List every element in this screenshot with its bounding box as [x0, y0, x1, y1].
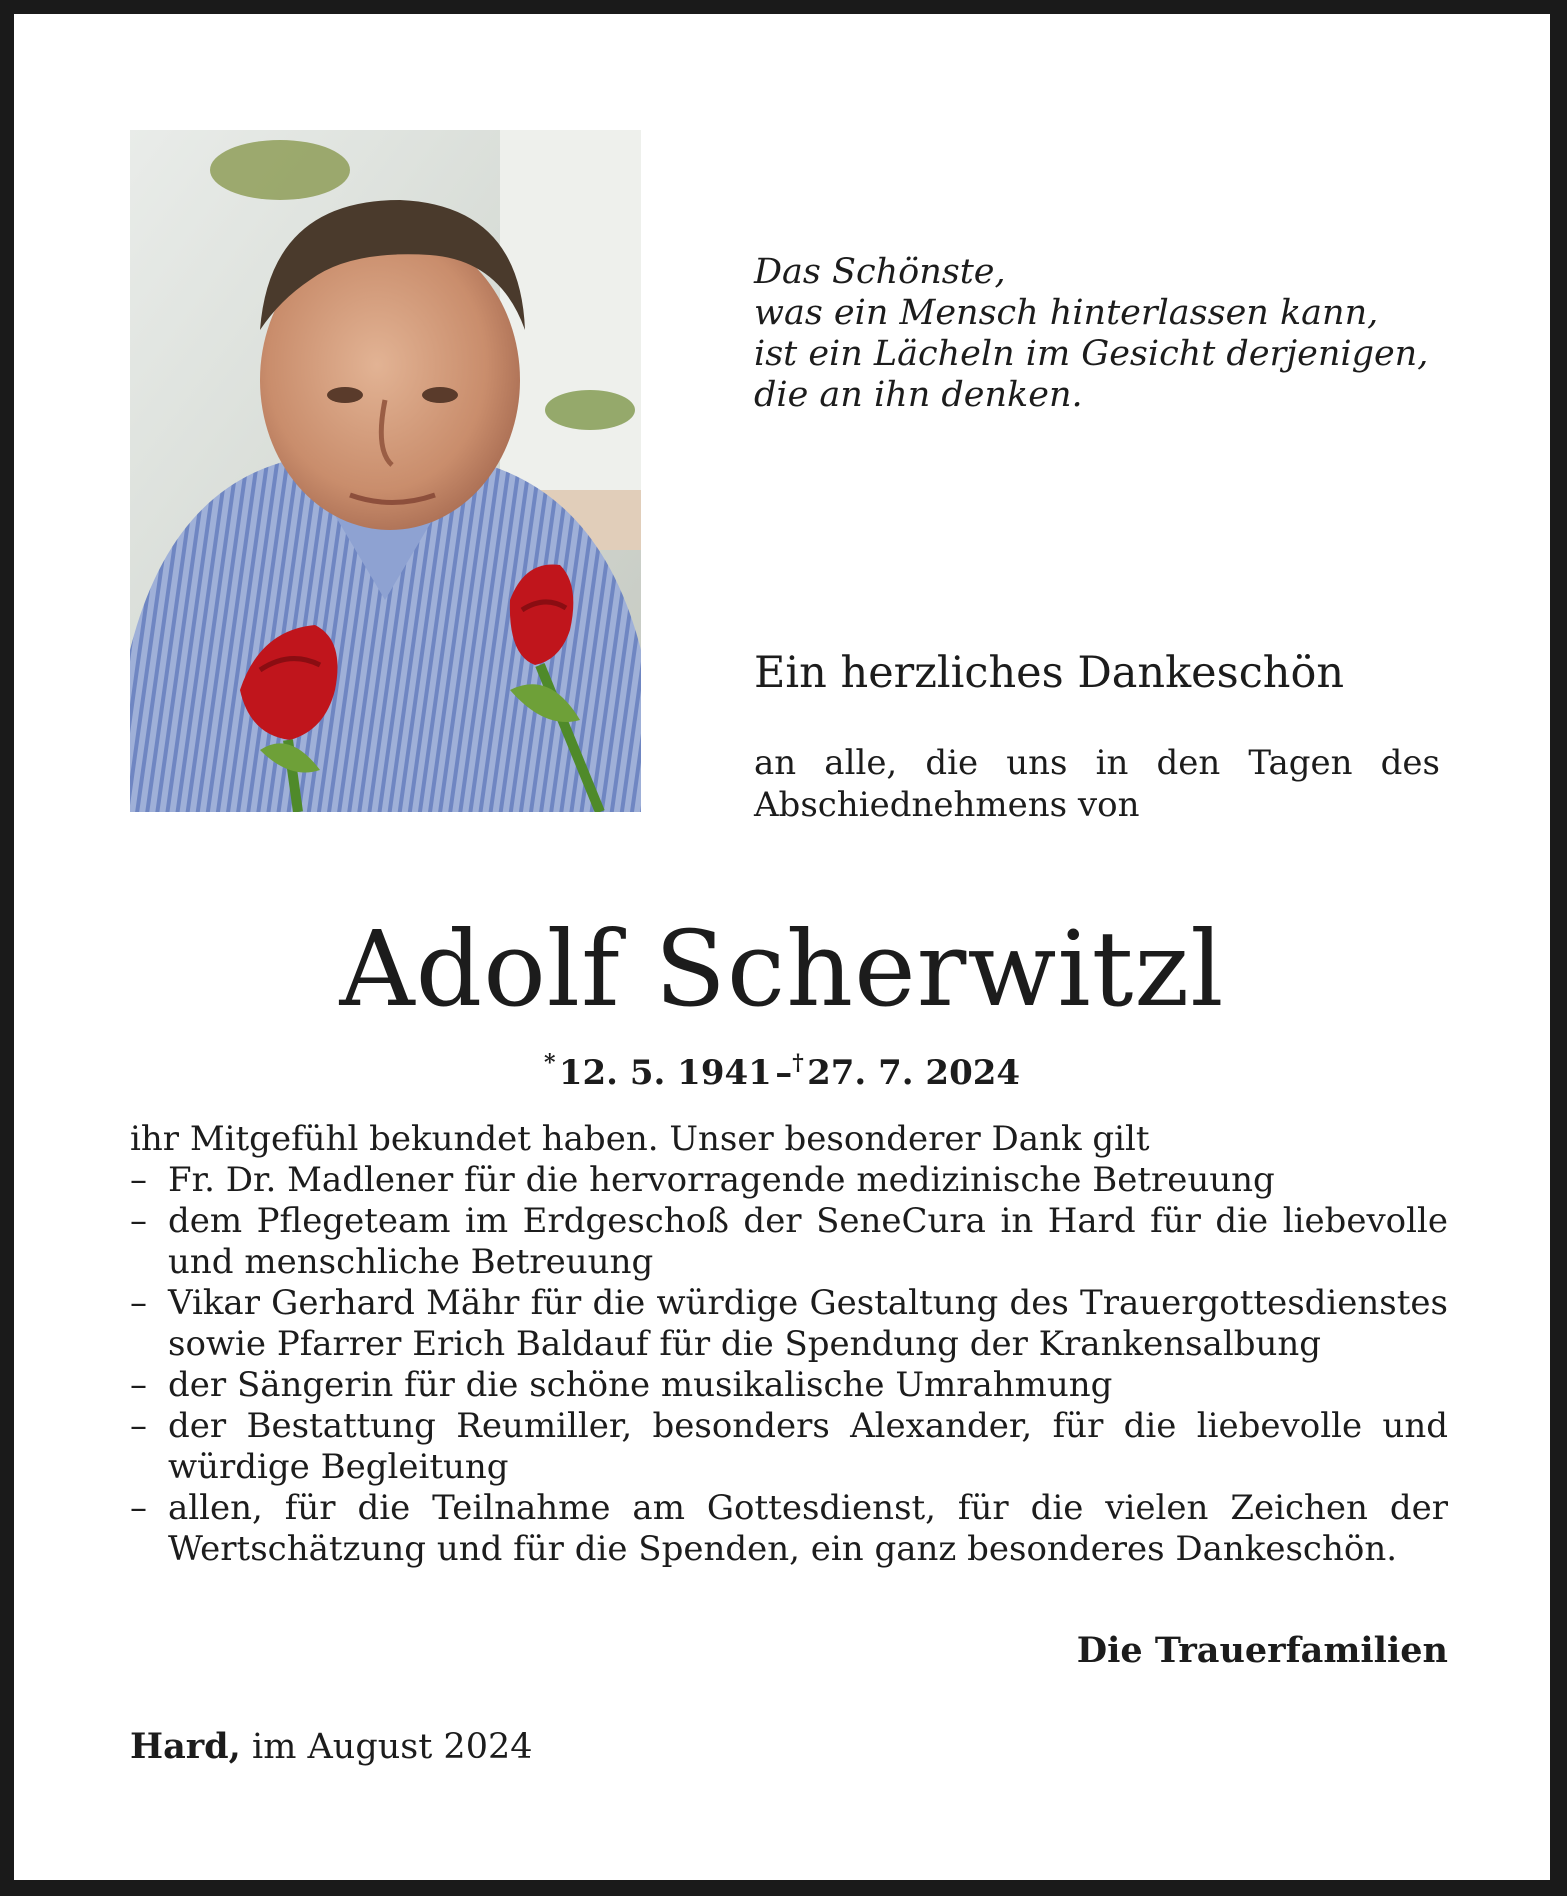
memorial-quote	[754, 252, 1474, 416]
thanks-list	[130, 1160, 1448, 1570]
list-item-text: Vikar Gerhard Mähr für die würdige Gestaltung des Trauergottesdienstes sowie Pfarrer Erich Baldauf für die Spendung der Krankensalbung	[168, 1283, 1448, 1364]
list-item-text: der Sängerin für die schöne musikalische Umrahmung	[168, 1365, 1113, 1405]
date-separator: –	[775, 1053, 793, 1093]
list-item	[130, 1365, 1448, 1406]
dash-bullet: –	[130, 1160, 147, 1200]
body-lead: ihr Mitgefühl bekundet haben. Unser besonderer Dank gilt	[130, 1119, 1150, 1159]
list-item	[130, 1406, 1448, 1488]
dash-bullet: –	[130, 1283, 147, 1323]
portrait-illustration	[130, 130, 641, 812]
list-item-text: dem Pflegeteam im Erdgeschoß der SeneCura in Hard für die liebevolle und menschliche Betreuung	[168, 1201, 1448, 1282]
birth-date: 12. 5. 1941	[558, 1053, 772, 1093]
quote-line: ist ein Lächeln im Gesicht derjenigen,	[754, 334, 1429, 374]
birth-symbol: *	[543, 1050, 556, 1076]
signoff: Die Trauerfamilien	[1076, 1630, 1448, 1671]
quote-line: was ein Mensch hinterlassen kann,	[754, 293, 1379, 333]
place-town: Hard,	[130, 1726, 241, 1767]
list-item	[130, 1488, 1448, 1570]
deceased-name: Adolf Scherwitzl	[339, 908, 1225, 1030]
death-symbol: †	[792, 1050, 804, 1076]
intro-line: an alle, die uns in den Tagen des	[754, 743, 1440, 783]
obituary-card	[14, 14, 1550, 1880]
death-date: 27. 7. 2024	[807, 1053, 1021, 1093]
list-item-text: allen, für die Teilnahme am Gottesdienst, für die vielen Zeichen der Wertschätzung und für die Spenden, ein ganz besonderes Dankeschön.	[168, 1488, 1448, 1569]
list-item	[130, 1201, 1448, 1283]
intro-text	[754, 742, 1440, 826]
portrait-photo	[130, 130, 641, 812]
list-item	[130, 1283, 1448, 1365]
quote-line: die an ihn denken.	[754, 375, 1083, 415]
life-dates	[14, 1041, 1550, 1095]
list-item-text: Fr. Dr. Madlener für die hervorragende medizinische Betreuung	[168, 1160, 1275, 1200]
place-date-text: im August 2024	[252, 1727, 533, 1767]
dash-bullet: –	[130, 1406, 147, 1446]
list-item	[130, 1160, 1448, 1201]
intro-line: Abschiednehmens von	[754, 785, 1140, 825]
thanks-heading: Ein herzliches Dankeschön	[754, 648, 1345, 698]
dash-bullet: –	[130, 1488, 147, 1528]
quote-line: Das Schönste,	[754, 252, 1006, 292]
dash-bullet: –	[130, 1201, 147, 1241]
list-item-text: der Bestattung Reumiller, besonders Alexander, für die liebevolle und würdige Begleitung	[168, 1406, 1448, 1487]
dash-bullet: –	[130, 1365, 147, 1405]
thanks-body	[130, 1119, 1448, 1570]
place-date	[130, 1725, 533, 1769]
